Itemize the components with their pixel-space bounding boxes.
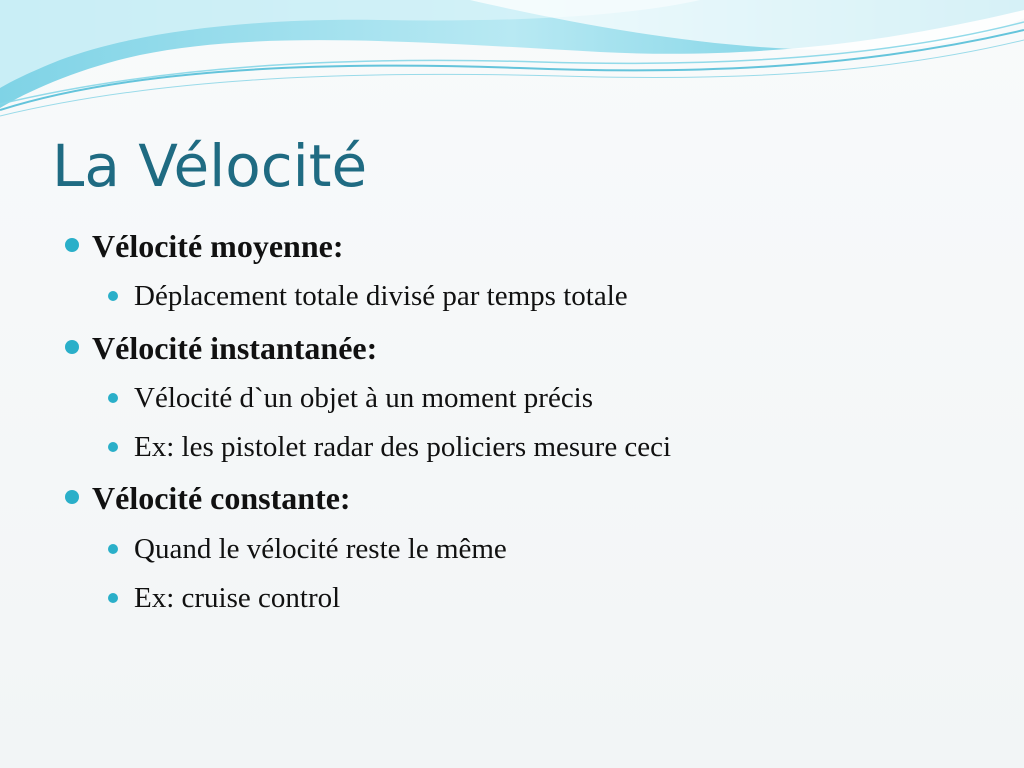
list-item-text: Déplacement totale divisé par temps totale (134, 280, 628, 312)
bullet-icon (65, 490, 79, 504)
bullet-icon (108, 593, 118, 603)
section-heading-text: Vélocité constante: (92, 480, 351, 516)
list-item (134, 579, 340, 617)
section-heading-text: Vélocité instantanée: (92, 330, 378, 366)
list-item (134, 277, 628, 315)
bullet-icon (65, 238, 79, 252)
list-item-text: Quand le vélocité reste le même (134, 533, 507, 565)
slide-title: La Vélocité (52, 132, 368, 200)
list-item (134, 530, 507, 568)
section-heading-constante (92, 478, 351, 518)
list-item-text: Ex: les pistolet radar des policiers mesure ceci (134, 431, 672, 463)
bullet-icon (108, 393, 118, 403)
bullet-icon (108, 442, 118, 452)
list-item (134, 428, 671, 466)
bullet-icon (108, 291, 118, 301)
bullet-icon (108, 544, 118, 554)
list-item-text: Ex: cruise control (134, 582, 341, 614)
bullet-icon (65, 340, 79, 354)
section-heading-moyenne (92, 226, 343, 266)
list-item-text: Vélocité d`un objet à un moment précis (134, 382, 594, 414)
list-item (134, 379, 593, 417)
section-heading-instantanee (92, 328, 377, 368)
header-wave-decoration (0, 0, 1024, 140)
section-heading-text: Vélocité moyenne: (92, 228, 344, 264)
